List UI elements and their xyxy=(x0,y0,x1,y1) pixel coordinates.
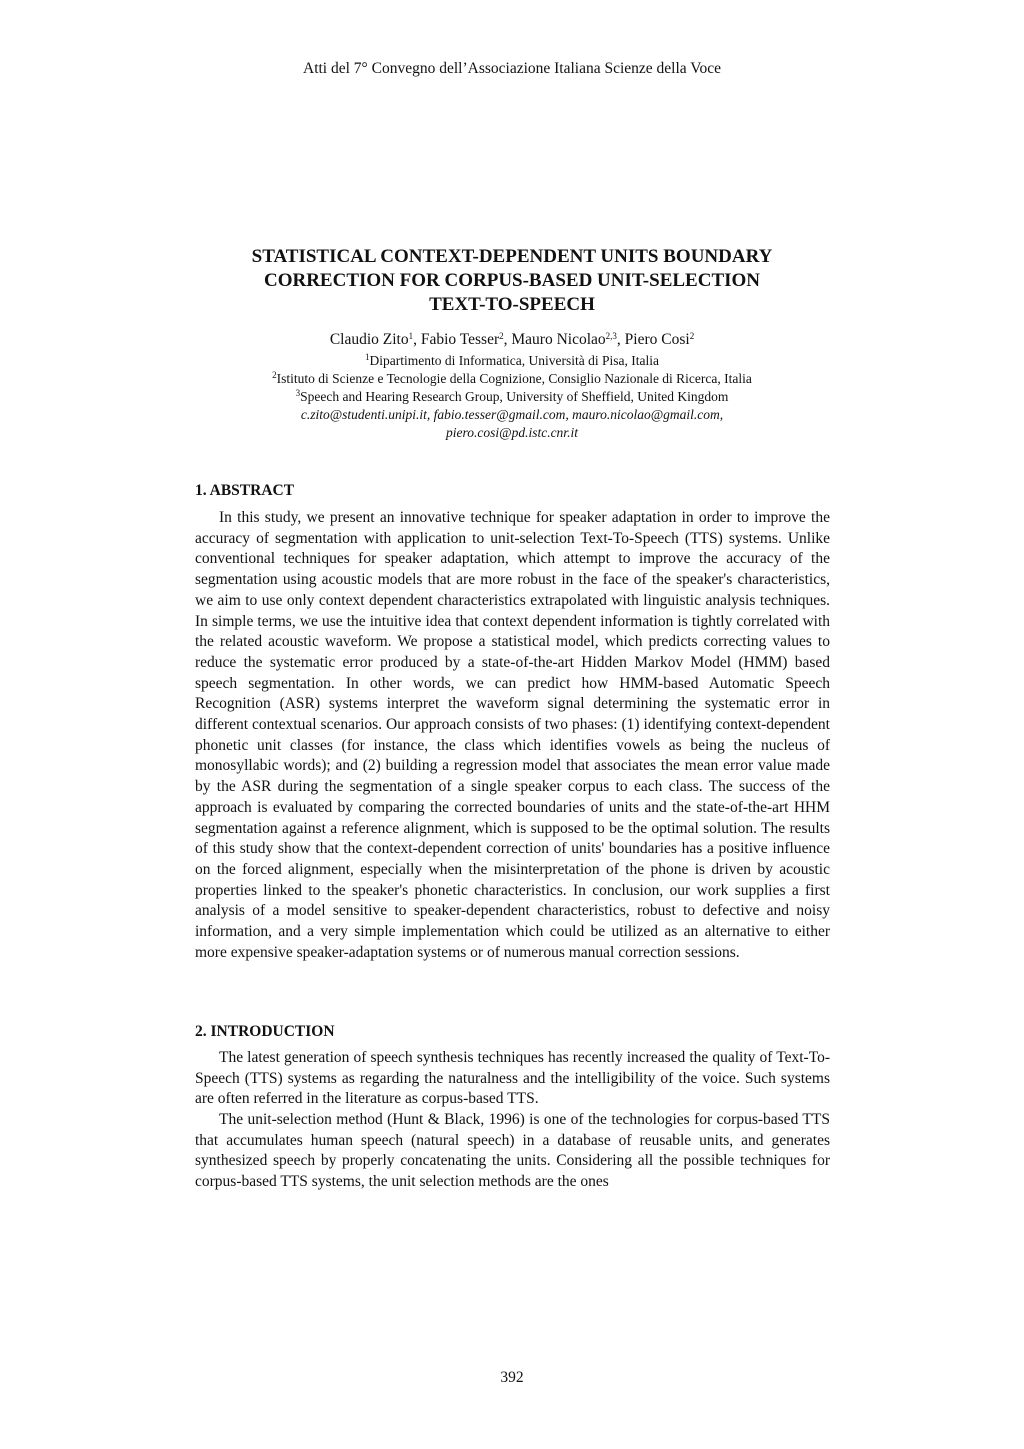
page-number: 392 xyxy=(500,1369,524,1386)
abstract-heading: 1. ABSTRACT xyxy=(195,482,295,499)
author-affiliation-mark: 1 xyxy=(408,331,414,341)
author-list: Claudio Zito$^1$, Fabio Tesser$^2$, Mauro Nicolao$^{2,3}$, Piero Cosi$^2$ xyxy=(329,331,695,348)
author-affiliation-mark: 2 xyxy=(689,331,695,341)
introduction-heading: 2. INTRODUCTION xyxy=(195,1023,335,1040)
affiliation-mark: 3 xyxy=(295,388,301,398)
abstract-paragraph: In this study, we present an innovative technique for speaker adaptation in order to improve the accuracy of segmentation with application to unit-selection Text-To-Speech (TTS) systems. Unlike conventional techniques for speaker adaptation, which attempt to improve the accuracy of the segmentation using acoustic models that are more robust in the face of the speaker's characteristics, we aim to use only context dependent characteristics extrapolated with linguistic analysis techniques. In simple terms, we use the intuitive idea that context dependent information is tightly correlated with the related acoustic waveform. We propose a statistical model, which predicts correcting values to reduce the systematic error produced by a state-of-the-art Hidden Markov Model (HMM) based speech segmentation. In other words, we can predict how HMM-based Automatic Speech Recognition (ASR) systems interpret the waveform signal determining the systematic error in different contextual scenarios. Our approach consists of two phases: (1) identifying context-dependent phonetic unit classes (for instance, the class which identifies vowels as being the nucleus of monosyllabic words); and (2) building a regression model that associates the mean error value made by the ASR during the segmentation of a single speaker corpus to each class. The success of the approach is evaluated by comparing the corrected boundaries of units and the state-of-the-art HHM segmentation against a reference alignment, which is supposed to be the optimal solution. The results of this study show that the context-dependent correction of units' boundaries has a positive influence on the forced alignment, especially when the misinterpretation of the phone is driven by acoustic properties linked to the speaker's phonetic characteristics. In conclusion, our work supplies a first analysis of a model sensitive to speaker-dependent characteristics, robust to defective and noisy information, and a very simple implementation which could be utilized as an alternative to either more expensive speaker-adaptation systems or of numerous manual correction sessions. xyxy=(195,509,830,961)
affiliation-text: Dipartimento di Informatica, Università di Pisa, Italia xyxy=(369,353,659,368)
author-affiliation-mark: 2,3 xyxy=(605,331,617,341)
author-emails xyxy=(120,406,904,442)
author-name: Piero Cosi xyxy=(624,331,690,348)
introduction-paragraph: The unit-selection method (Hunt & Black, 1996) is one of the technologies for corpus-based TTS that accumulates human speech (natural speech) in a database of reusable units, and generates synthesized speech by properly concatenating the units. Considering all the possible techniques for corpus-based TTS systems, the unit selection methods are the ones xyxy=(195,1111,830,1191)
title-line-2: CORRECTION FOR CORPUS-BASED UNIT-SELECTION xyxy=(263,270,761,291)
author-name: Claudio Zito xyxy=(329,331,409,348)
author-name: Mauro Nicolao xyxy=(511,331,606,348)
affiliation-text: Speech and Hearing Research Group, University of Sheffield, United Kingdom xyxy=(300,389,729,404)
title-line-3: TEXT-TO-SPEECH xyxy=(429,294,595,315)
affiliation-text: Istituto di Scienze e Tecnologie della Cognizione, Consiglio Nazionale di Ricerca, Italia xyxy=(276,371,752,386)
author-affiliation-mark: 2 xyxy=(499,331,504,341)
affiliation-mark: 2 xyxy=(272,370,277,380)
affiliation xyxy=(120,388,904,405)
affiliation-mark: 1 xyxy=(365,352,370,362)
affiliation xyxy=(120,352,904,369)
title-line-1: STATISTICAL CONTEXT-DEPENDENT UNITS BOUNDARY xyxy=(251,246,773,267)
email-line-1: c.zito@studenti.unipi.it, fabio.tesser@gmail.com, mauro.nicolao@gmail.com, xyxy=(300,407,724,422)
running-header: Atti del 7° Convegno dell’Associazione Italiana Scienze della Voce xyxy=(303,60,721,77)
email-line-2: piero.cosi@pd.istc.cnr.it xyxy=(446,425,578,440)
author-name: Fabio Tesser xyxy=(420,331,500,348)
paper-title xyxy=(150,245,874,317)
introduction-paragraph: The latest generation of speech synthesis techniques has recently increased the quality of Text-To-Speech (TTS) systems as regarding the naturalness and the intelligibility of the voice. Such systems are often referred in the literature as corpus-based TTS. xyxy=(195,1049,830,1108)
affiliation xyxy=(120,370,904,387)
